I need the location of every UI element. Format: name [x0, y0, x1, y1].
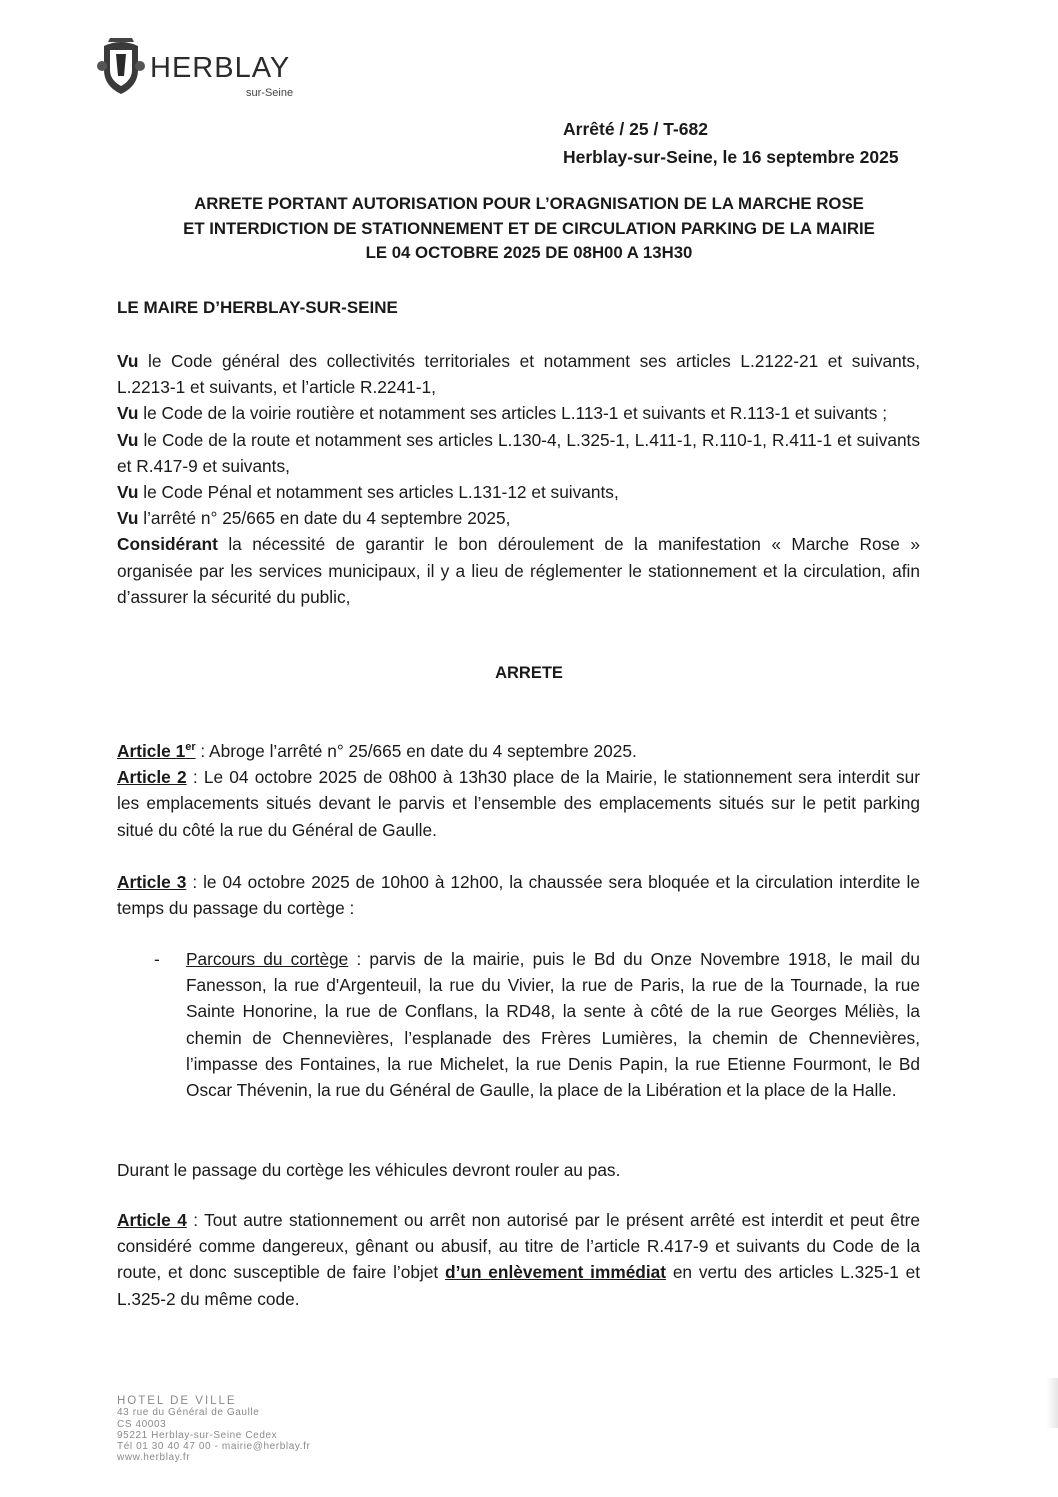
article-3 — [117, 869, 920, 921]
vu-item — [117, 505, 920, 531]
article-4 — [117, 1207, 920, 1312]
vu-text: l’arrêté n° 25/665 en date du 4 septembre 2025, — [138, 508, 511, 529]
articles-1-2 — [117, 738, 920, 843]
parcours-text: : parvis de la mairie, puis le Bd du Onze Novembre 1918, le mail du Fanesson, la rue d'Argenteuil, la rue du Vivier, la rue de Paris, la rue de la Tournade, la rue Sainte Honorine, la rue de Conflans, la RD48, la sente à côté de la rue Georges Méliès, la chemin de Chennevières, l’esplanade des Frères Lumières, la chemin de Chennevières, l’impasse des Fontaines, la rue Michelet, la rue Denis Papin, la rue Etienne Fourmont, le Bd Oscar Thévenin, la rue du Général de Gaulle, la place de la Libération et la place de la Halle. — [186, 949, 921, 1101]
article-3-label: Article 3 — [117, 872, 187, 892]
durant-note: Durant le passage du cortège les véhicules devront rouler au pas. — [117, 1160, 621, 1180]
title-line-3: LE 04 OCTOBRE 2025 DE 08H00 A 13H30 — [365, 243, 693, 262]
title-line-2: ET INTERDICTION DE STATIONNEMENT ET DE CIRCULATION PARKING DE LA MAIRIE — [183, 218, 875, 238]
footer-line: CS 40003 — [117, 1418, 167, 1430]
considerant-lead: Considérant — [117, 534, 218, 555]
footer-address — [117, 1396, 310, 1464]
city-crest-icon — [96, 36, 146, 98]
vu-text: le Code Pénal et notamment ses articles L.131-12 et suivants, — [138, 482, 619, 503]
article-4-label: Article 4 — [117, 1210, 187, 1230]
vu-lead: Vu — [117, 351, 139, 371]
parcours-item — [186, 946, 920, 1103]
article-2 — [117, 764, 920, 843]
considerant-text: la nécessité de garantir le bon déroulement de la manifestation « Marche Rose » organisée par les services municipaux, il y a lieu de réglementer le stationnement et la circulation, afin d’assurer la sécurité du public, — [117, 534, 920, 607]
article-4-text: : Tout autre stationnement ou arrêt non autorisé par le présent arrêté est interdit et peut être considéré comme dangereux, gênant ou abusif, au titre de l’article R.417-9 et suivants du Code de la route, et donc susceptible de faire l’objet — [117, 1210, 920, 1283]
vu-text: le Code de la voirie routière et notamment ses articles L.113-1 et suivants et R.113-1 et suivants ; — [138, 403, 888, 424]
footer-line: Tél 01 30 40 47 00 - mairie@herblay.fr — [117, 1441, 311, 1453]
vu-lead: Vu — [117, 429, 139, 450]
footer-line: 95221 Herblay-sur-Seine Cedex — [117, 1429, 278, 1441]
logo-name: HERBLAY — [150, 52, 291, 84]
decree-number: Arrêté / 25 / T-682 — [563, 119, 708, 139]
vu-text: le Code général des collectivités territoriales et notamment ses articles L.2122-21 et suivants, L.2213-1 et suivants, et l’article R.2241-1, — [117, 351, 920, 398]
article-1-label: Article 1er — [117, 741, 196, 761]
vu-item — [117, 479, 920, 505]
vu-lead: Vu — [117, 403, 139, 424]
article-1 — [117, 738, 920, 764]
vu-lead: Vu — [117, 482, 139, 503]
article-4-text-end: en vertu des articles L.325-1 et L.325-2 du même code. — [117, 1262, 921, 1309]
vu-item — [117, 427, 920, 479]
footer-line: 43 rue du Général de Gaulle — [117, 1407, 260, 1419]
legal-basis — [117, 348, 920, 610]
herblay-logo — [96, 36, 326, 104]
article-2-label: Article 2 — [117, 767, 187, 788]
arrete-heading: ARRETE — [495, 664, 563, 682]
decree-reference — [563, 115, 899, 171]
list-bullet: - — [154, 949, 160, 969]
article-2-text: : Le 04 octobre 2025 de 08h00 à 13h30 place de la Mairie, le stationnement sera interdit sur les emplacements situés devant le parvis et l’ensemble des emplacements situés sur le petit parking situé du côté la rue du Général de Gaulle. — [117, 767, 920, 840]
article-1-text: : Abroge l’arrêté n° 25/665 en date du 4 septembre 2025. — [195, 741, 637, 761]
logo-subtitle: sur-Seine — [246, 87, 294, 99]
mayor-heading: LE MAIRE D’HERBLAY-SUR-SEINE — [117, 298, 398, 317]
article-3-text: : le 04 octobre 2025 de 10h00 à 12h00, la chaussée sera bloquée et la circulation interdite le temps du passage du cortège : — [117, 872, 920, 919]
footer-line: www.herblay.fr — [117, 1452, 191, 1464]
footer-line: HOTEL DE VILLE — [117, 1395, 237, 1407]
decree-date: Herblay-sur-Seine, le 16 septembre 2025 — [563, 147, 899, 167]
scan-edge-shadow — [1046, 1378, 1058, 1428]
considerant-item — [117, 531, 920, 610]
vu-item — [117, 348, 920, 400]
parcours-label: Parcours du cortège — [186, 949, 349, 969]
vu-text: le Code de la route et notamment ses articles L.130-4, L.325-1, L.411-1, R.110-1, R.411-1 et suivants et R.417-9 et suivants, — [117, 429, 920, 476]
vu-item — [117, 400, 920, 426]
article-4-emphasis: d’un enlèvement immédiat — [445, 1262, 667, 1283]
vu-lead: Vu — [117, 508, 139, 529]
decree-title — [100, 192, 958, 266]
title-line-1: ARRETE PORTANT AUTORISATION POUR L’ORAGNISATION DE LA MARCHE ROSE — [194, 194, 864, 213]
